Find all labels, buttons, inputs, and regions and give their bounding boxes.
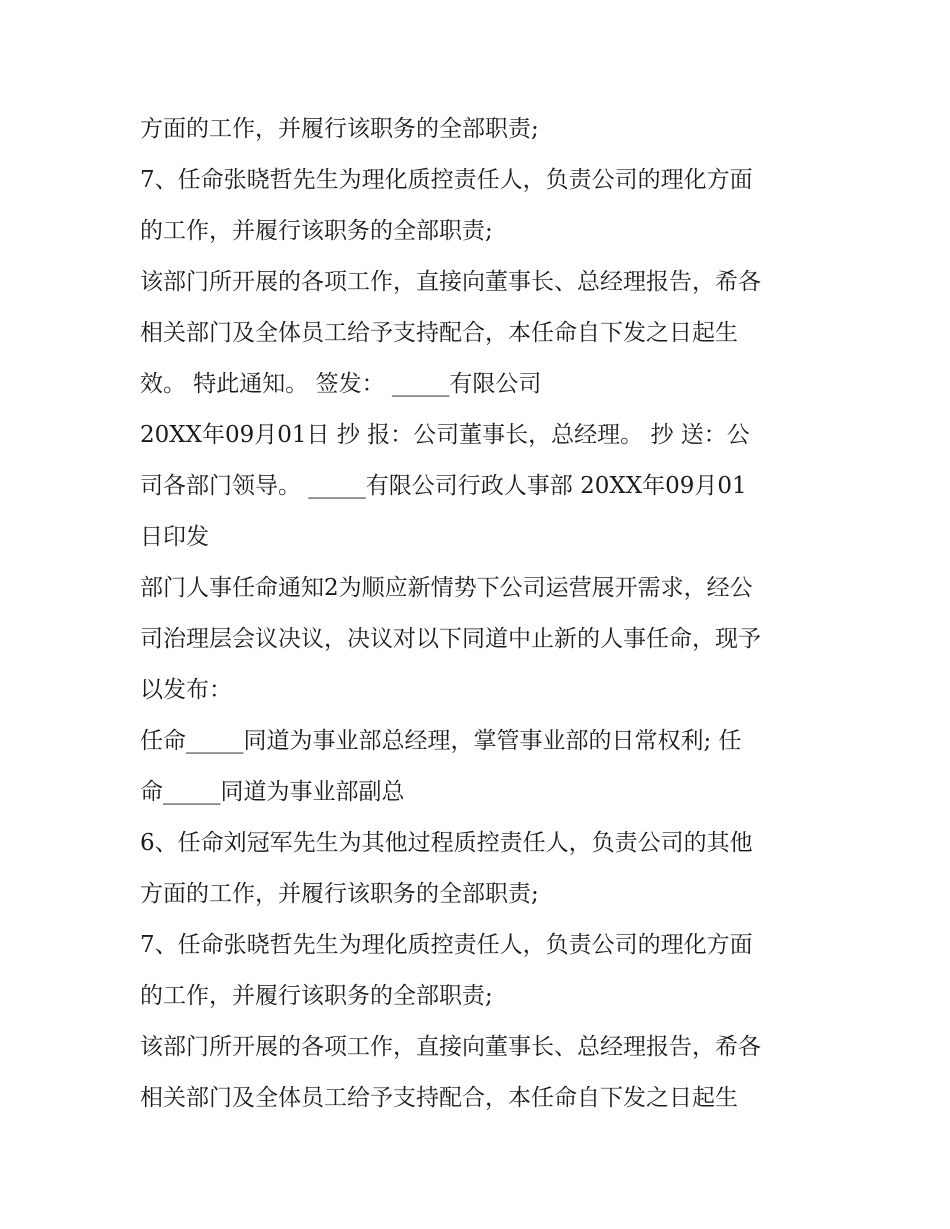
- text-line-20: 相关部门及全体员工给予支持配合，本任命自下发之日起生: [140, 1085, 738, 1111]
- text-line-13: 任命_____同道为事业部总经理，掌管事业部的日常权利; 任: [140, 728, 742, 754]
- text-line-9: 日印发: [140, 524, 209, 550]
- text-line-8: 司各部门领导。 _____有限公司行政人事部 20XX年09月01: [140, 473, 747, 499]
- text-line-17: 7、任命张晓哲先生为理化质控责任人，负责公司的理化方面: [140, 932, 753, 958]
- text-line-12: 以发布：: [140, 677, 232, 703]
- text-line-15: 6、任命刘冠军先生为其他过程质控责任人，负责公司的其他: [140, 830, 753, 856]
- text-line-7: 20XX年09月01日 抄 报：公司董事长，总经理。 抄 送：公: [140, 422, 750, 448]
- text-line-3: 的工作，并履行该职务的全部职责;: [140, 218, 493, 244]
- text-line-19: 该部门所开展的各项工作，直接向董事长、总经理报告，希各: [140, 1034, 761, 1060]
- text-line-2: 7、任命张晓哲先生为理化质控责任人，负责公司的理化方面: [140, 167, 753, 193]
- text-line-14: 命_____同道为事业部副总: [140, 779, 405, 805]
- text-line-1: 方面的工作，并履行该职务的全部职责;: [140, 116, 539, 142]
- text-line-10: 部门人事任命通知2为顺应新情势下公司运营展开需求，经公: [140, 575, 753, 601]
- text-line-6: 效。 特此通知。 签发： _____有限公司: [140, 371, 542, 397]
- document-body: [140, 104, 830, 1124]
- text-line-11: 司治理层会议决议，决议对以下同道中止新的人事任命，现予: [140, 626, 761, 652]
- text-line-5: 相关部门及全体员工给予支持配合，本任命自下发之日起生: [140, 320, 738, 346]
- text-line-16: 方面的工作，并履行该职务的全部职责;: [140, 881, 539, 907]
- text-line-18: 的工作，并履行该职务的全部职责;: [140, 983, 493, 1009]
- text-line-4: 该部门所开展的各项工作，直接向董事长、总经理报告，希各: [140, 269, 761, 295]
